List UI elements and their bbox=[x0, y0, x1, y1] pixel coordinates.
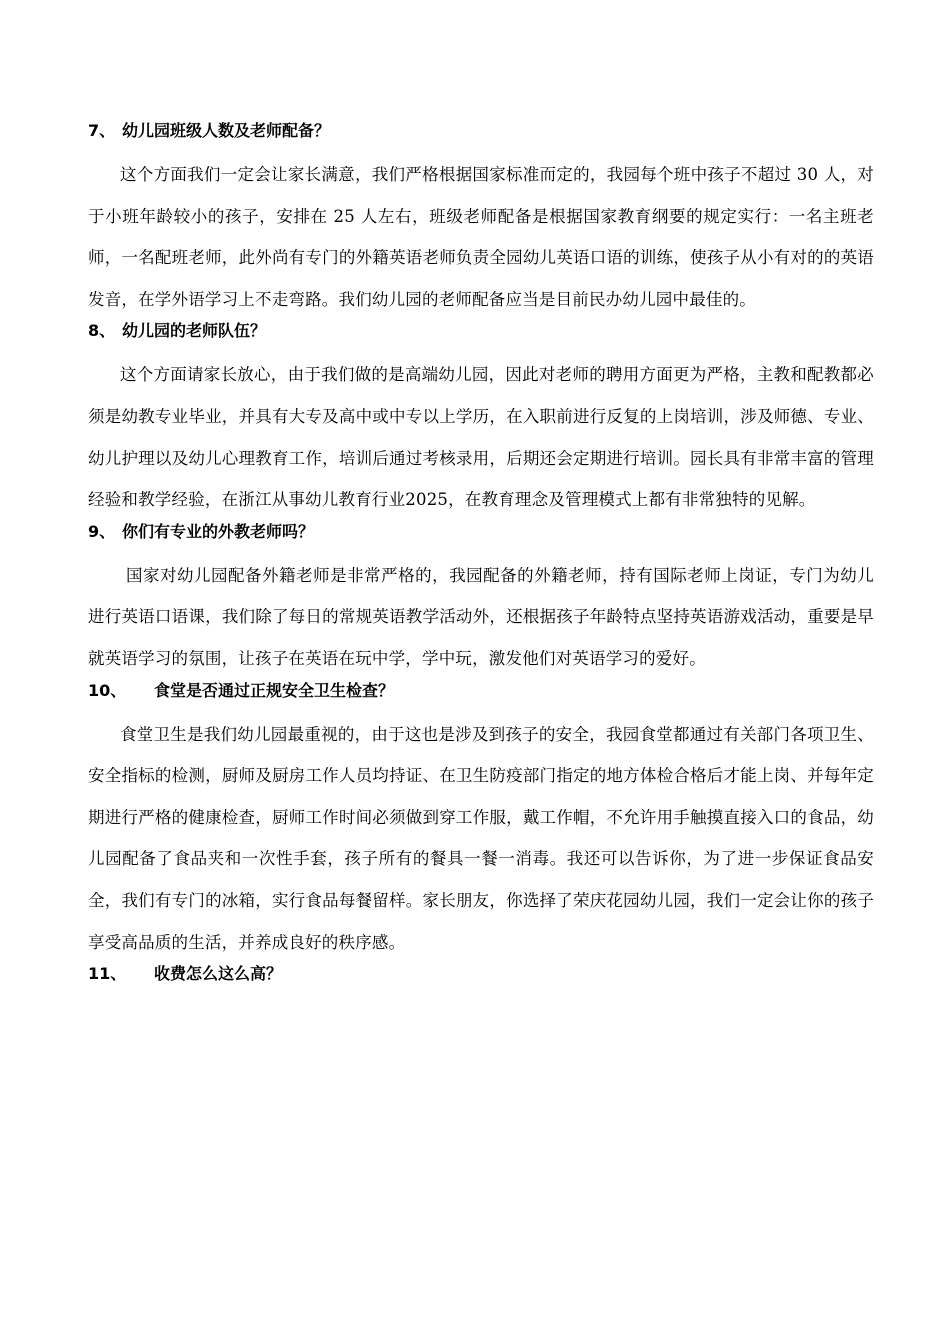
section-10-number: 10、 bbox=[88, 680, 127, 700]
section-8-number: 8、 bbox=[88, 321, 116, 341]
section-7-title: 幼儿园班级人数及老师配备？ bbox=[122, 121, 331, 140]
section-8-body: 这个方面请家长放心，由于我们做的是高端幼儿园，因此对老师的聘用方面更为严格，主教和配教都必须是幼教专业毕业，并具有大专及高中或中专以上学历，在入职前进行反复的上岗培训，涉及师德、专业、幼儿护理以及幼儿心理教育工作，培训后通过考核录用，后期还会定期进行培训。园长具有非常丰富的管理经验和教学经验，在浙江从事幼儿教育行业2025，在教育理念及管理模式上都有非常独特的见解。 bbox=[88, 365, 874, 510]
section-7-heading bbox=[88, 118, 874, 144]
section-7-number: 7、 bbox=[88, 121, 116, 140]
section-9-heading bbox=[88, 519, 874, 545]
section-8-heading bbox=[88, 318, 874, 344]
section-9-body: 国家对幼儿园配备外籍老师是非常严格的，我园配备的外籍老师，持有国际老师上岗证，专门为幼儿进行英语口语课，我们除了每日的常规英语教学活动外，还根据孩子年龄特点坚持英语游戏活动，重要是早就英语学习的氛围，让孩子在英语在玩中学，学中玩，激发他们对英语学习的爱好。 bbox=[88, 565, 874, 668]
section-9-number: 9、 bbox=[88, 521, 116, 541]
document-page bbox=[88, 118, 874, 987]
section-9-title: 你们有专业的外教老师吗？ bbox=[122, 521, 315, 541]
section-11-heading bbox=[88, 961, 874, 987]
section-10-heading bbox=[88, 678, 874, 704]
section-8-title: 幼儿园的老师队伍？ bbox=[122, 321, 267, 341]
section-10-body: 食堂卫生是我们幼儿园最重视的，由于这也是涉及到孩子的安全，我园食堂都通过有关部门各项卫生、安全指标的检测，厨师及厨房工作人员均持证、在卫生防疫部门指定的地方体检合格后才能上岗、并每年定期进行严格的健康检查，厨师工作时间必须做到穿工作服，戴工作帽，不允许用手触摸直接入口的食品，幼儿园配备了食品夹和一次性手套，孩子所有的餐具一餐一消毒。我还可以告诉你，为了进一步保证食品安全，我们有专门的冰箱，实行食品每餐留样。家长朋友，你选择了荣庆花园幼儿园，我们一定会让你的孩子享受高品质的生活，并养成良好的秩序感。 bbox=[88, 724, 874, 952]
section-11-number: 11、 bbox=[88, 964, 127, 984]
section-10-title: 食堂是否通过正规安全卫生检查？ bbox=[154, 680, 395, 700]
section-11-title: 收费怎么这么高？ bbox=[154, 964, 283, 984]
section-7-body: 这个方面我们一定会让家长满意，我们严格根据国家标准而定的，我园每个班中孩子不超过 30 人，对于小班年龄较小的孩子，安排在 25 人左右，班级老师配备是根据国家教育纲要的规定实行：一名主班老师，一名配班老师，此外尚有专门的外籍英语老师负责全园幼儿英语口语的训练，使孩子从小有对的的英语发音，在学外语学习上不走弯路。我们幼儿园的老师配备应当是目前民办幼儿园中最佳的。 bbox=[88, 165, 874, 309]
